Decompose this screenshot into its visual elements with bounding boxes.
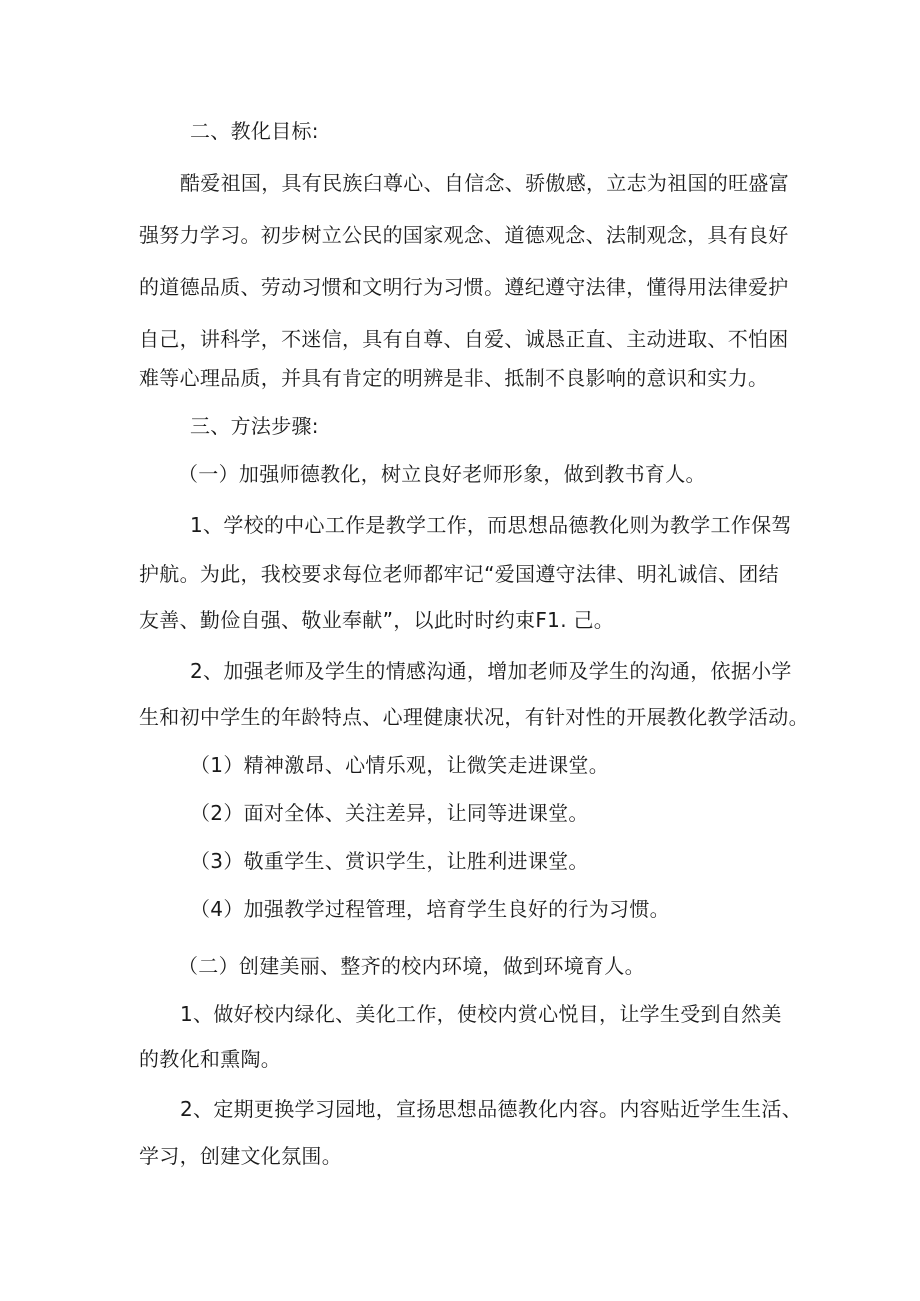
sub2-item2-line: 2、定期更换学习园地，宣扬思想品德教化内容。内容贴近学生生活、 xyxy=(180,1097,803,1121)
sub1-point: （4）加强教学过程管理，培育学生良好的行为习惯。 xyxy=(190,897,670,921)
subsection-title-1: （一）加强师德教化，树立良好老师形象，做到教书育人。 xyxy=(178,462,706,486)
goal-paragraph-line: 难等心理品质，并具有肯定的明辨是非、抵制不良影响的意识和实力。 xyxy=(139,366,769,390)
sub2-item1-line: 1、做好校内绿化、美化工作，使校内赏心悦目，让学生受到自然美 xyxy=(180,1002,782,1026)
sub1-item1-line: 1、学校的中心工作是教学工作，而思想品德教化则为教学工作保驾 xyxy=(190,513,792,537)
sub1-point: （1）精神激昂、心情乐观，让微笑走进课堂。 xyxy=(190,753,610,777)
subsection-title-2: （二）创建美丽、整齐的校内环境，做到环境育人。 xyxy=(178,954,645,978)
sub1-point: （3）敬重学生、赏识学生，让胜利进课堂。 xyxy=(190,849,589,873)
sub2-item1-line: 的教化和熏陶。 xyxy=(139,1047,282,1071)
sub2-item2-line: 学习，创建文化氛围。 xyxy=(139,1144,342,1168)
sub1-point: （2）面对全体、关注差异，让同等进课堂。 xyxy=(190,801,589,825)
goal-paragraph-line: 的道德品质、劳动习惯和文明行为习惯。遵纪遵守法律，懂得用法律爱护 xyxy=(139,275,789,299)
goal-paragraph-line: 强努力学习。初步树立公民的国家观念、道德观念、法制观念，具有良好 xyxy=(139,223,789,247)
section-heading-goal: 二、教化目标: xyxy=(190,119,319,143)
goal-paragraph-line: 酷爱祖国，具有民族臼尊心、自信念、骄傲感，立志为祖国的旺盛富 xyxy=(180,171,789,195)
sub1-item1-line: 友善、勤俭自强、敬业奉献”，以此时时约束F1. 己。 xyxy=(139,608,615,632)
sub1-item2-line: 生和初中学生的年龄特点、心理健康状况，有针对性的开展教化教学活动。 xyxy=(139,705,809,729)
section-heading-method: 三、方法步骤: xyxy=(190,414,319,438)
goal-paragraph-line: 自己，讲科学，不迷信，具有自尊、自爱、诚恳正直、主动进取、不怕困 xyxy=(139,327,789,351)
sub1-item2-line: 2、加强老师及学生的情感沟通，增加老师及学生的沟通，依据小学 xyxy=(190,659,792,683)
sub1-item1-line: 护航。为此，我校要求每位老师都牢记“爱国遵守法律、明礼诚信、团结 xyxy=(139,562,779,586)
